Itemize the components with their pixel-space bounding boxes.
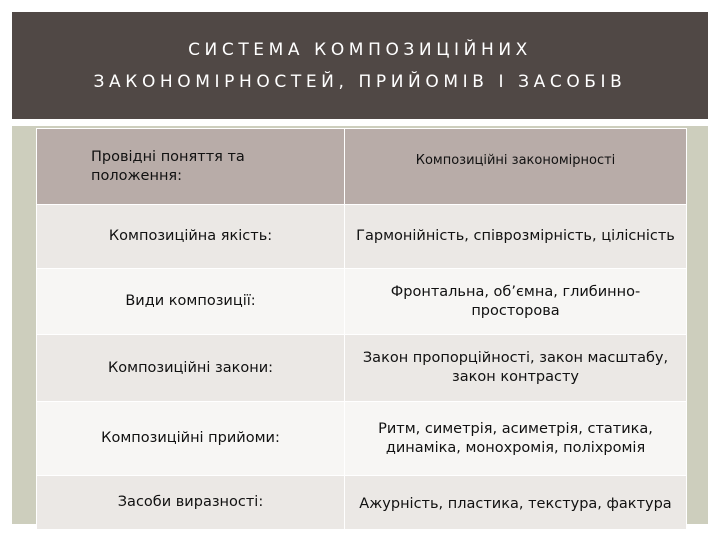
row-value: Закон пропорційності, закон масштабу, закон контрасту <box>345 335 687 402</box>
title-banner <box>12 12 708 119</box>
slide-title-line-2: ЗАКОНОМІРНОСТЕЙ, ПРИЙОМІВ І ЗАСОБІВ <box>93 71 627 92</box>
row-label: Композиційні закони: <box>37 335 345 402</box>
header-cell-concepts: Провідні поняття та положення: <box>37 129 345 205</box>
row-label: Засоби виразності: <box>37 476 345 530</box>
row-value: Гармонійність, співрозмірність, цілісність <box>345 205 687 269</box>
slide-title-line-1: СИСТЕМА КОМПОЗИЦІЙНИХ <box>188 39 532 60</box>
table-row <box>37 476 687 530</box>
row-value: Фронтальна, об’ємна, глибинно-просторова <box>345 269 687 335</box>
row-label: Композиційна якість: <box>37 205 345 269</box>
table-row <box>37 335 687 402</box>
header-cell-regularities: Композиційні закономірності <box>345 129 687 205</box>
table-row <box>37 269 687 335</box>
table-row <box>37 205 687 269</box>
composition-table <box>36 128 687 530</box>
row-label: Види композиції: <box>37 269 345 335</box>
row-value: Ритм, симетрія, асиметрія, статика, динаміка, монохромія, поліхромія <box>345 402 687 476</box>
table-header-row <box>37 129 687 205</box>
table-row <box>37 402 687 476</box>
row-label: Композиційні прийоми: <box>37 402 345 476</box>
row-value: Ажурність, пластика, текстура, фактура <box>345 476 687 530</box>
